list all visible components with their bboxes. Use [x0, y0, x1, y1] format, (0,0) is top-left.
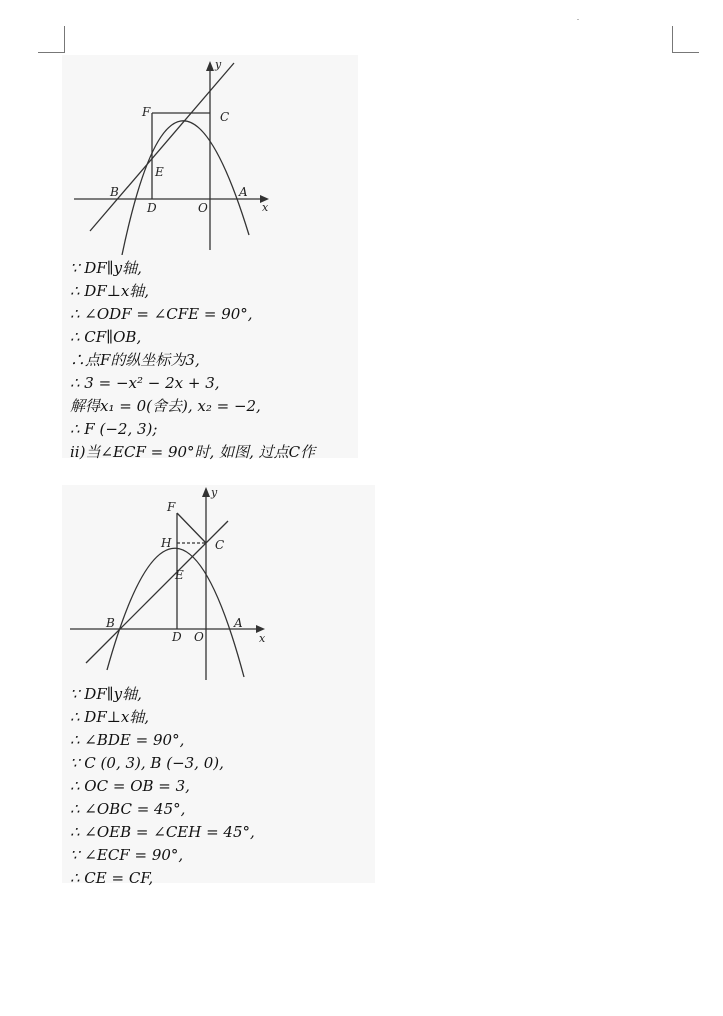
page-speck	[577, 19, 579, 20]
label-y: y	[211, 486, 218, 499]
label-f: F	[167, 500, 176, 514]
label-e: E	[155, 165, 164, 179]
solution-block-1	[62, 55, 358, 461]
text-line: ∵ ∠ECF = 90°,	[70, 846, 184, 864]
text-line: ∴ ∠ODF = ∠CFE = 90°,	[70, 305, 253, 323]
y-axis-arrow	[206, 61, 214, 71]
label-c: C	[215, 538, 225, 552]
label-b: B	[106, 616, 115, 630]
text-line: ∴点F的纵坐标为3,	[70, 351, 200, 369]
label-x: x	[262, 201, 269, 214]
parabola-figure-1	[62, 55, 358, 255]
label-h: H	[161, 536, 172, 550]
parabola-figure-2	[62, 485, 375, 683]
label-o: O	[194, 630, 204, 644]
solution-block-2	[62, 485, 375, 887]
label-d: D	[172, 630, 182, 644]
label-c: C	[220, 110, 230, 124]
line-bc	[90, 63, 234, 231]
label-o: O	[198, 201, 208, 215]
parabola-curve	[122, 121, 249, 255]
label-y: y	[215, 58, 222, 71]
label-b: B	[110, 185, 119, 199]
text-line: ∵ DF∥y轴,	[70, 685, 142, 703]
text-line: ∴ ∠BDE = 90°,	[70, 731, 185, 749]
y-axis-arrow	[202, 487, 210, 497]
text-line: ∴ ∠OEB = ∠CEH = 45°,	[70, 823, 255, 841]
text-line: ∴ ∠OBC = 45°,	[70, 800, 186, 818]
crop-mark-top-right	[672, 26, 699, 53]
line-bc	[86, 521, 228, 663]
solution-text-2	[70, 683, 255, 890]
label-d: D	[147, 201, 157, 215]
text-line: ∴ CF∥OB,	[70, 328, 142, 346]
text-line: ∴ F (−2, 3);	[70, 420, 158, 438]
text-line: ii)当∠ECF = 90°时, 如图, 过点C作	[70, 443, 316, 461]
text-line: ∴ CE = CF,	[70, 869, 154, 887]
text-line: ∵ C (0, 3), B (−3, 0),	[70, 754, 224, 772]
label-a: A	[234, 616, 243, 630]
text-line: ∴ OC = OB = 3,	[70, 777, 190, 795]
text-line: ∴ 3 = −x² − 2x + 3,	[70, 374, 220, 392]
text-line: ∴ DF⊥x轴,	[70, 282, 150, 300]
label-e: E	[175, 568, 184, 582]
crop-mark-top-left	[38, 26, 65, 53]
text-line: 解得x₁ = 0(舍去), x₂ = −2,	[70, 397, 261, 415]
label-a: A	[239, 185, 248, 199]
segment-fc	[177, 513, 206, 543]
solution-text-1	[70, 257, 315, 464]
text-line: ∴ DF⊥x轴,	[70, 708, 150, 726]
label-f: F	[142, 105, 151, 119]
text-line: ∵ DF∥y轴,	[70, 259, 142, 277]
label-x: x	[259, 632, 266, 645]
